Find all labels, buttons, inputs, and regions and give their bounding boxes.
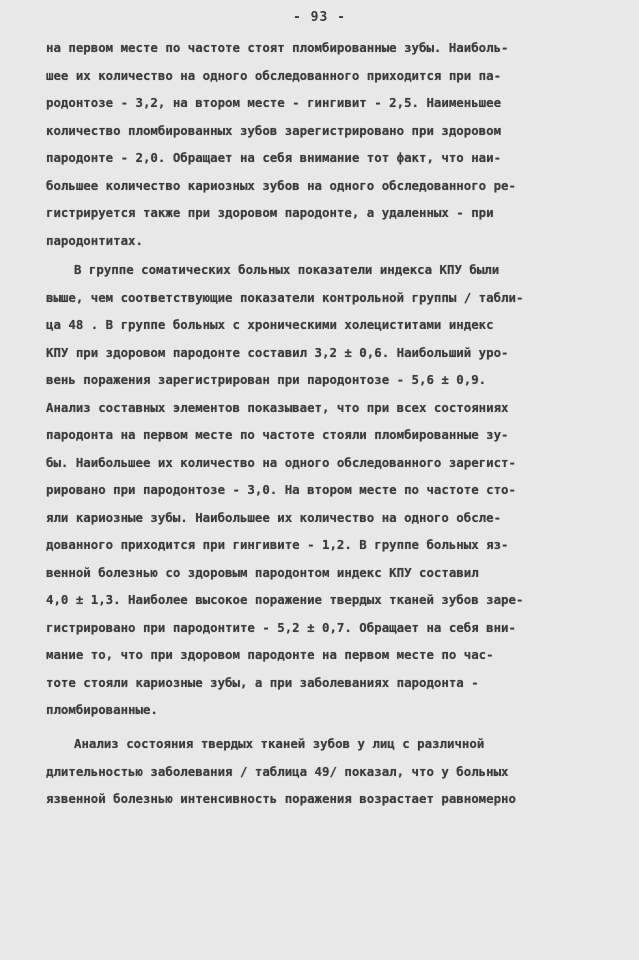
text-line: пародонта на первом месте по частоте стояли пломбированные зу- bbox=[46, 427, 509, 442]
text-line: язвенной болезнью интенсивность поражения возрастает равномерно bbox=[46, 791, 516, 806]
text-line: дованного приходится при гингивите - 1,2. В группе больных яз- bbox=[46, 537, 509, 552]
text-line: яли кариозные зубы. Наибольшее их количество на одного обсле- bbox=[46, 509, 502, 525]
text-line: на первом месте по частоте стоят пломбированные зубы. Наиболь- bbox=[46, 40, 509, 55]
text-line: Анализ состояния твердых тканей зубов у лиц с различной bbox=[74, 736, 485, 751]
text-line: вень поражения зарегистрирован при пародонтозе - 5,6 ± 0,9. bbox=[46, 372, 487, 387]
text-line: бы. Наибольшее их количество на одного обследованного зарегист- bbox=[46, 454, 516, 470]
paragraph-2 bbox=[46, 256, 594, 724]
text-line: пародонте - 2,0. Обращает на себя внимание тот факт, что наи- bbox=[46, 150, 502, 165]
text-line: выше, чем соответствующие показатели контрольной группы / табли- bbox=[46, 289, 524, 305]
text-line: КПУ при здоровом пародонте составил 3,2 ± 0,6. Наибольший уро- bbox=[46, 344, 509, 360]
paragraph-3 bbox=[46, 730, 594, 813]
text-line: гистрируется также при здоровом пародонте, а удаленных - при bbox=[46, 205, 494, 220]
text-line: большее количество кариозных зубов на одного обследованного ре- bbox=[46, 177, 516, 193]
text-line: количество пломбированных зубов зарегистрировано при здоровом bbox=[46, 122, 502, 138]
text-line: родонтозе - 3,2, на втором месте - гингивит - 2,5. Наименьшее bbox=[46, 95, 502, 110]
text-line: 4,0 ± 1,3. Наиболее высокое поражение твердых тканей зубов заре- bbox=[46, 592, 524, 607]
text-line: тоте стояли кариозные зубы, а при заболеваниях пародонта - bbox=[46, 674, 479, 690]
text-line: мание то, что при здоровом пародонте на первом месте по час- bbox=[46, 647, 494, 662]
text-line: ца 48 . В группе больных с хроническими холециститами индекс bbox=[46, 317, 494, 332]
text-line: венной болезнью со здоровым пародонтом индекс КПУ составил bbox=[46, 564, 479, 580]
text-line: пломбированные. bbox=[46, 702, 158, 717]
text-line: пародонтитах. bbox=[46, 232, 143, 248]
text-line: гистрировано при пародонтите - 5,2 ± 0,7. Обращает на себя вни- bbox=[46, 619, 516, 635]
text-line: длительностью заболевания / таблица 49/ показал, что у больных bbox=[46, 763, 509, 779]
text-line: Анализ составных элементов показывает, что при всех состояниях bbox=[46, 399, 509, 415]
page-number: - 93 - bbox=[293, 10, 346, 25]
text-line: шее их количество на одного обследованного приходится при па- bbox=[46, 67, 502, 83]
text-line: рировано при пародонтозе - 3,0. На втором месте по частоте сто- bbox=[46, 482, 516, 497]
text-line: В группе соматических больных показатели индекса КПУ были bbox=[74, 262, 500, 277]
paragraph-1 bbox=[46, 34, 594, 254]
